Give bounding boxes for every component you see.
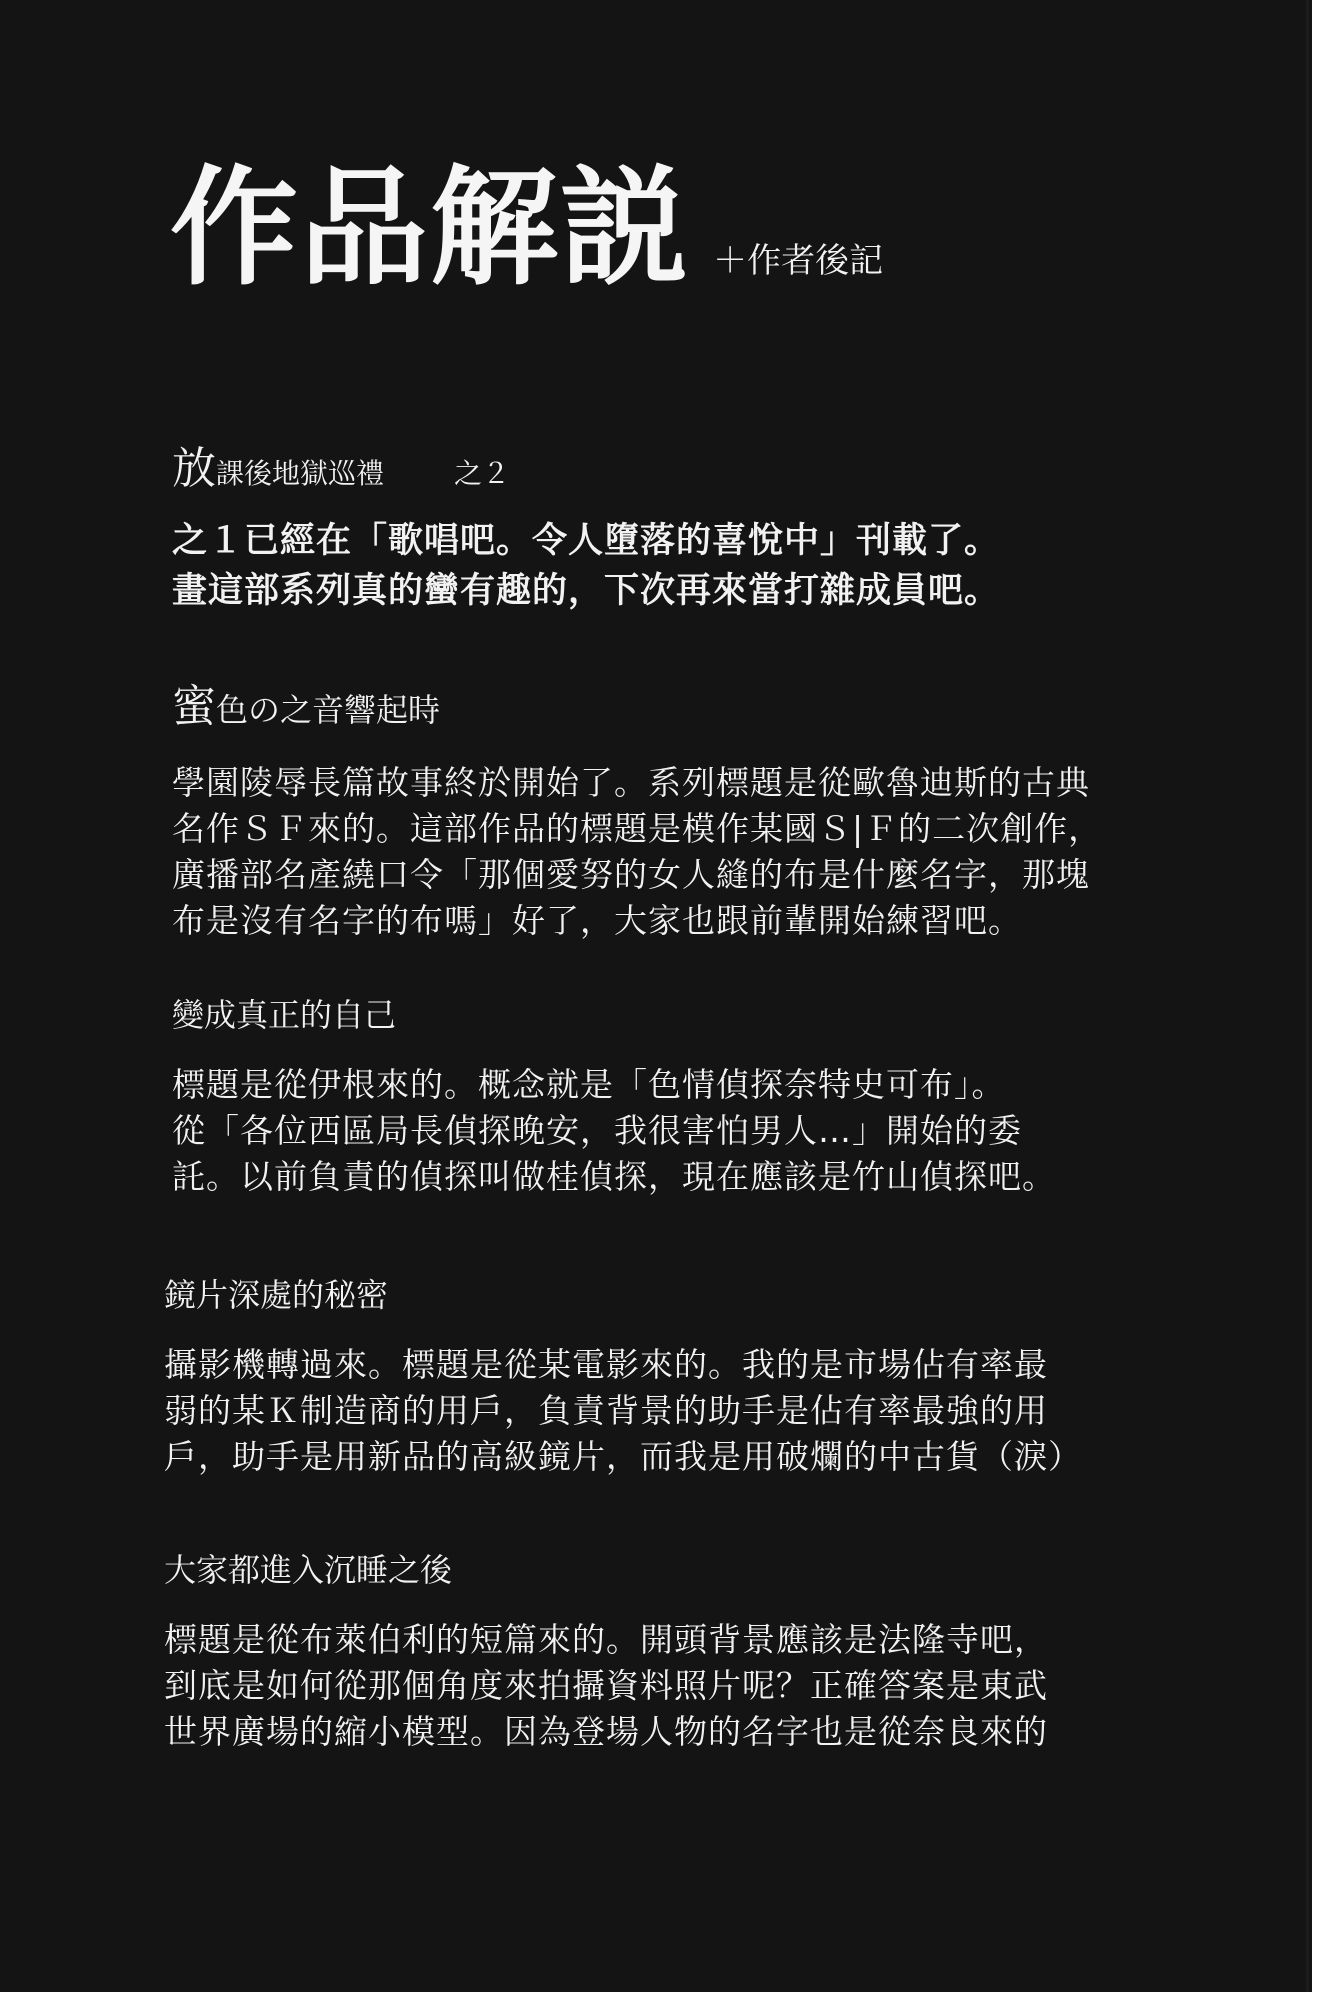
section-title-lead: 放: [172, 443, 216, 494]
page-title: 作品解説: [170, 154, 691, 303]
section-body: [172, 760, 1232, 944]
body-line: 到底是如何從那個角度來拍攝資料照片呢？正確答案是東武: [164, 1666, 1048, 1705]
page-header: [170, 154, 884, 303]
body-line: 標題是從布萊伯利的短篇來的。開頭背景應該是法隆寺吧，: [164, 1620, 1048, 1659]
body-line: 之１已經在「歌唱吧。令人墮落的喜悅中」刊載了。: [172, 521, 1001, 561]
body-line: 畫這部系列真的蠻有趣的，下次再來當打雜成員吧。: [172, 571, 1001, 611]
section-body: [164, 1342, 1224, 1480]
section-houkago: [172, 432, 1232, 616]
section-title: 變成真正的自己: [172, 996, 397, 1034]
section-title: 鏡片深處的秘密: [164, 1276, 389, 1314]
body-line: 託。以前負責的偵探叫做桂偵探，現在應該是竹山偵探吧。: [172, 1157, 1056, 1196]
body-line: 名作ＳＦ來的。這部作品的標題是模作某國Ｓ|Ｆ的二次創作，: [172, 809, 1103, 848]
page-subtitle: ＋作者後記: [713, 241, 884, 281]
section-title: [172, 670, 1232, 734]
section-title: [172, 432, 1232, 496]
body-line: 弱的某Ｋ制造商的用戶，負責背景的助手是佔有率最強的用: [164, 1391, 1048, 1430]
body-line: 廣播部名產繞口令「那個愛努的女人縫的布是什麼名字，那塊: [172, 855, 1090, 894]
section-body: [172, 516, 1232, 616]
body-line: 布是沒有名字的布嗎」好了，大家也跟前輩開始練習吧。: [172, 901, 1022, 940]
section-title-rest: 課後地獄巡禮: [216, 457, 385, 490]
section-title: 大家都進入沉睡之後: [164, 1551, 453, 1589]
body-line: 戶，助手是用新品的高級鏡片，而我是用破爛的中古貨（淚）: [164, 1437, 1082, 1476]
section-lens-secret: [164, 1270, 1224, 1480]
body-line: 攝影機轉過來。標題是從某電影來的。我的是市場佔有率最: [164, 1345, 1048, 1384]
page-margin: [1312, 0, 1342, 2000]
section-body: [172, 1062, 1232, 1200]
section-title-lead: 蜜: [172, 681, 216, 732]
section-title-rest: 色の之音響起時: [216, 691, 441, 729]
section-body: [164, 1617, 1224, 1755]
section-title-suffix: 之２: [454, 457, 511, 490]
section-mitsuiro: [172, 670, 1232, 944]
section-asleep: [164, 1545, 1224, 1755]
section-true-self: [172, 990, 1232, 1200]
body-line: 從「各位西區局長偵探晚安，我很害怕男人…」開始的委: [172, 1111, 1022, 1150]
page-edge-line: [1306, 0, 1309, 1992]
body-line: 學園陵辱長篇故事終於開始了。系列標題是從歐魯迪斯的古典: [172, 763, 1090, 802]
body-line: 標題是從伊根來的。概念就是「色情偵探奈特史可布」。: [172, 1065, 1006, 1104]
body-line: 世界廣場的縮小模型。因為登場人物的名字也是從奈良來的: [164, 1712, 1048, 1751]
